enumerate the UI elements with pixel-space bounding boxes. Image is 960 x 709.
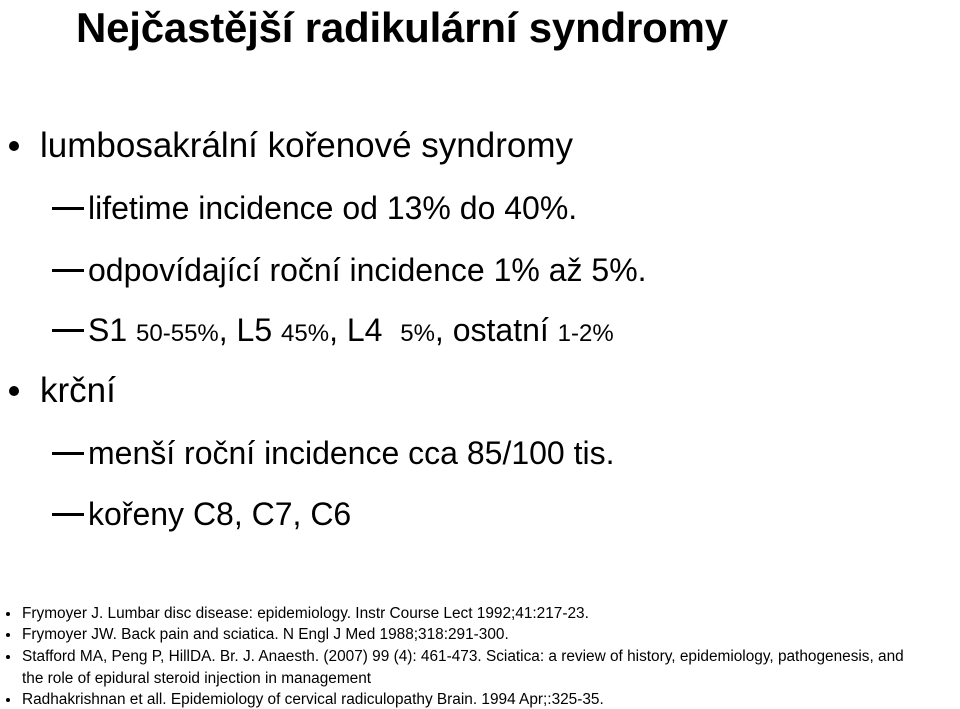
dash-icon: [52, 513, 84, 516]
list-item-cervical-roots: kořeny C8, C7, C6: [88, 496, 352, 532]
bullet-icon: [6, 698, 10, 702]
root-s1-value: 50-55%: [136, 320, 219, 347]
bullet-icon: [9, 386, 19, 396]
reference-item: Radhakrishnan et all. Epidemiology of cervical radiculopathy Brain. 1994 Apr;:325-35.: [22, 691, 604, 708]
dash-icon: [52, 207, 84, 210]
reference-item: Stafford MA, Peng P, HillDA. Br. J. Anaesth. (2007) 99 (4): 461-473. Sciatica: a review of history, epidemiology, pathogenesis, and: [22, 648, 904, 665]
root-l5-label: , L5: [218, 312, 273, 348]
bullet-icon: [9, 141, 19, 151]
root-l4-value: 5%: [400, 320, 435, 347]
reference-item-continuation: the role of epidural steroid injection in management: [22, 670, 372, 687]
section-heading-lumbosacral: lumbosakrální kořenové syndromy: [40, 126, 574, 165]
dash-icon: [52, 269, 84, 272]
section-heading-cervical: krční: [40, 371, 116, 410]
list-item-cervical-incidence: menší roční incidence cca 85/100 tis.: [88, 435, 615, 471]
list-item-root-distribution: [88, 309, 614, 355]
slide-title: Nejčastější radikulární syndromy: [76, 4, 728, 51]
bullet-icon: [6, 612, 10, 616]
bullet-icon: [6, 633, 10, 637]
root-other-value: 1-2%: [557, 320, 614, 347]
root-l4-label: , L4: [329, 312, 383, 348]
root-l5-value: 45%: [281, 320, 330, 347]
reference-item: Frymoyer JW. Back pain and sciatica. N Engl J Med 1988;318:291-300.: [22, 626, 509, 643]
root-other-label: , ostatní: [434, 312, 549, 348]
dash-icon: [52, 329, 84, 332]
reference-item: Frymoyer J. Lumbar disc disease: epidemiology. Instr Course Lect 1992;41:217-23.: [22, 605, 589, 622]
list-item-lifetime-incidence: lifetime incidence od 13% do 40%.: [88, 190, 578, 226]
root-s1-label: S1: [88, 312, 128, 348]
list-item-annual-incidence: odpovídající roční incidence 1% až 5%.: [88, 252, 647, 288]
dash-icon: [52, 452, 84, 455]
bullet-icon: [6, 655, 10, 659]
